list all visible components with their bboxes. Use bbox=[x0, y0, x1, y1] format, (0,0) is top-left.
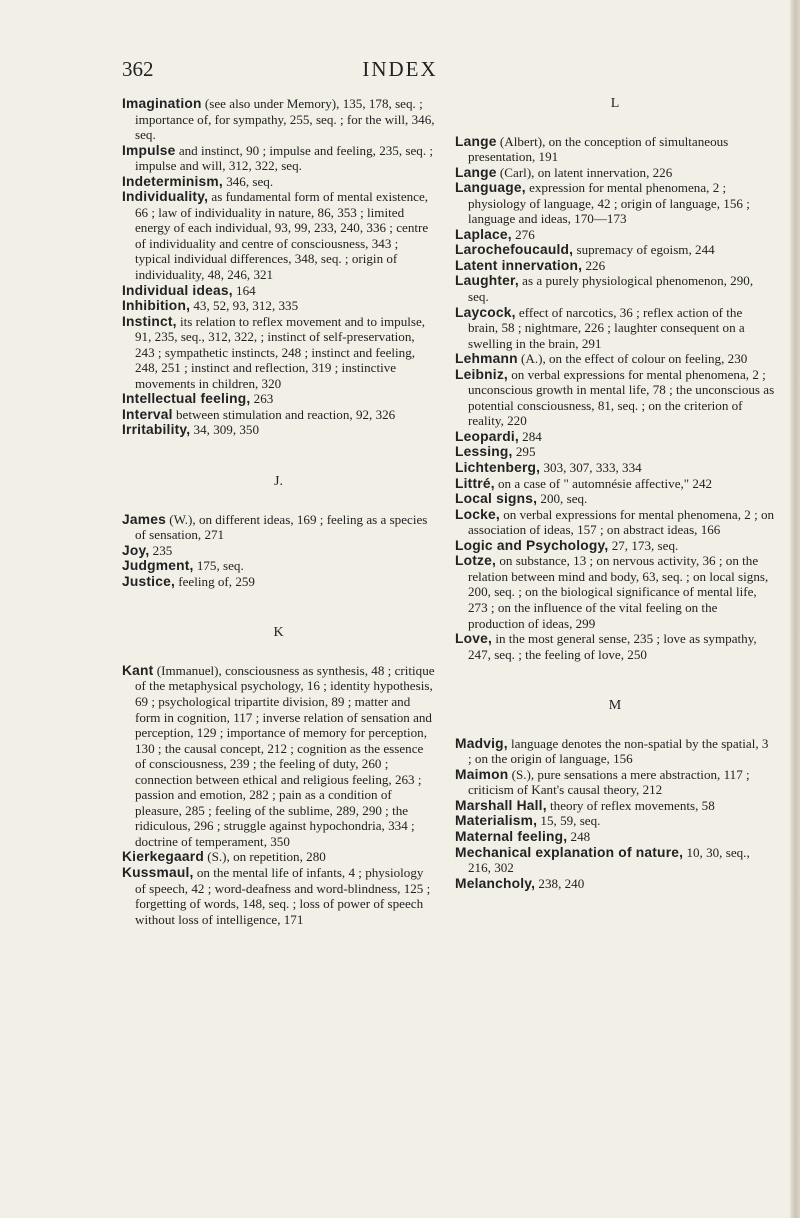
index-term: Irritability, bbox=[122, 422, 191, 438]
section-letter: K bbox=[273, 625, 284, 641]
index-entry bbox=[455, 829, 775, 845]
index-term: Lehmann bbox=[455, 351, 518, 367]
index-entry bbox=[122, 543, 435, 559]
index-references: (Albert), on the conception of simultaneous presentation, 191 bbox=[468, 133, 729, 165]
index-entry bbox=[455, 180, 775, 227]
index-references: 10, 30, seq., 216, 302 bbox=[468, 844, 750, 876]
index-column-left bbox=[122, 96, 435, 927]
index-references: expression for mental phenomena, 2 ; physiology of language, 42 ; origin of language, 156 ; language and ideas, 170—173 bbox=[468, 180, 750, 227]
index-term: Lange bbox=[455, 164, 497, 180]
index-entry bbox=[122, 663, 435, 850]
index-references: (see also under Memory), 135, 178, seq. ; importance of, for sympathy, 255, seq. ; for the will, 346, seq. bbox=[135, 96, 435, 143]
index-term: Laughter, bbox=[455, 273, 519, 289]
index-references: 248 bbox=[567, 828, 591, 844]
index-entry bbox=[455, 507, 775, 538]
page-title: INDEX bbox=[362, 57, 438, 81]
index-term: Inhibition, bbox=[122, 298, 191, 314]
index-entry bbox=[455, 538, 775, 554]
index-term: Logic and Psychology, bbox=[455, 537, 609, 553]
index-term: Imagination bbox=[122, 96, 202, 111]
index-references: on substance, 13 ; on nervous activity, 36 ; on the relation between mind and body, 63, seq. ; on local signs, 200, seq. ; on the biological significance of mental life, 273 ; on the influence of the vital feeling on the production of ideas, 299 bbox=[468, 553, 769, 631]
index-references: (Carl), on latent innervation, 226 bbox=[496, 164, 673, 180]
index-entry bbox=[455, 227, 775, 243]
index-references: on verbal expressions for mental phenomena, 2 ; unconscious growth in mental life, 78 ; the unconscious as potential consciousness, 81, seq. ; on the criterion of reality, 220 bbox=[468, 366, 775, 429]
index-term: Latent innervation, bbox=[455, 257, 583, 273]
index-references: 235 bbox=[149, 542, 173, 558]
index-references: 43, 52, 93, 312, 335 bbox=[190, 298, 299, 314]
index-term: Lessing, bbox=[455, 444, 513, 460]
index-term: Lange bbox=[455, 133, 497, 149]
index-entry bbox=[455, 736, 775, 767]
index-entry bbox=[455, 491, 775, 507]
index-entry bbox=[455, 460, 775, 476]
index-entry bbox=[455, 813, 775, 829]
index-entry bbox=[122, 314, 435, 392]
index-entry bbox=[122, 189, 435, 282]
index-references: (S.), on repetition, 280 bbox=[203, 849, 326, 865]
index-entry bbox=[455, 429, 775, 445]
index-term: Lichtenberg, bbox=[455, 460, 541, 476]
index-references: on a case of " automnésie affective," 242 bbox=[494, 475, 713, 491]
index-references: 15, 59, seq. bbox=[537, 813, 601, 829]
index-column-right bbox=[455, 96, 775, 891]
index-entry bbox=[122, 298, 435, 314]
index-entry bbox=[122, 558, 435, 574]
index-term: Melancholy, bbox=[455, 875, 536, 891]
index-references: theory of reflex movements, 58 bbox=[546, 797, 715, 813]
index-references: and instinct, 90 ; impulse and feeling, 235, seq. ; impulse and will, 312, 322, seq. bbox=[135, 142, 434, 174]
index-term: James bbox=[122, 511, 166, 527]
index-references: as a purely physiological phenomenon, 290, seq. bbox=[468, 273, 754, 305]
index-entry bbox=[455, 305, 775, 352]
index-entry bbox=[455, 351, 775, 367]
index-references: 284 bbox=[518, 428, 542, 444]
index-references: 238, 240 bbox=[535, 875, 585, 891]
index-term: Kussmaul, bbox=[122, 864, 194, 880]
index-entry bbox=[455, 367, 775, 429]
index-term: Larochefoucauld, bbox=[455, 242, 574, 258]
section-letter: J. bbox=[274, 474, 283, 490]
index-references: its relation to reflex movement and to impulse, 91, 235, seq., 312, 322, ; instinct of self-preservation, 243 ; sympathetic instincts, 248 ; instinct and feeling, 248, 251 ; instinct and reflection, 319 ; instinctive movements in children, 320 bbox=[135, 313, 426, 391]
index-term: Leopardi, bbox=[455, 428, 519, 444]
index-term: Locke, bbox=[455, 506, 500, 522]
index-term: Justice, bbox=[122, 573, 175, 589]
index-term: Local signs, bbox=[455, 491, 538, 507]
index-entry bbox=[455, 845, 775, 876]
index-entry bbox=[122, 143, 435, 174]
page-edge bbox=[790, 0, 800, 1218]
index-references: 295 bbox=[512, 444, 536, 460]
index-term: Materialism, bbox=[455, 813, 538, 829]
index-entry bbox=[455, 134, 775, 165]
index-term: Maternal feeling, bbox=[455, 828, 568, 844]
index-references: between stimulation and reaction, 92, 326 bbox=[172, 406, 396, 422]
index-term: Laycock, bbox=[455, 304, 516, 320]
index-entry bbox=[122, 422, 435, 438]
index-term: Leibniz, bbox=[455, 366, 508, 382]
index-entry bbox=[455, 258, 775, 274]
index-references: (Immanuel), consciousness as synthesis, 48 ; critique of the metaphysical psychology, 16 ; identity hypothesis, 69 ; psychological tripartite division, 89 ; matter and form in cognition, 117 ; inverse relation of sensation and perception, 129 ; importance of memory for perception, 130 ; the causal concept, 212 ; cognition as the essence of consciousness, 239 ; the feeling of duty, 260 ; connection between ethical and religious feeling, 263 ; passion and emotion, 282 ; pain as a condition of pleasure, 285 ; feeling of the sublime, 289, 290 ; the ridiculous, 296 ; struggle against hypochondria, 334 ; doctrine of temperament, 350 bbox=[135, 662, 435, 849]
index-entry bbox=[455, 631, 775, 662]
index-term: Instinct, bbox=[122, 313, 177, 329]
index-entry bbox=[122, 849, 435, 865]
index-references: (A.), on the effect of colour on feeling, 230 bbox=[517, 351, 748, 367]
index-references: 200, seq. bbox=[537, 491, 588, 507]
index-entry bbox=[122, 283, 435, 299]
index-term: Laplace, bbox=[455, 226, 512, 242]
index-references: 346, seq. bbox=[222, 173, 274, 189]
index-references: as fundamental form of mental existence, 66 ; law of individuality in nature, 86, 353 ; limited energy of each individual, 93, 99, 233, 240, 336 ; centre of individuality and centre of consciousness, 343 ; typical individual differences, 348, seq. ; origin of individuality, 48, 246, 321 bbox=[135, 189, 429, 283]
index-references: 34, 309, 350 bbox=[190, 422, 260, 438]
index-term: Individuality, bbox=[122, 189, 209, 205]
index-entry bbox=[122, 865, 435, 927]
index-references: 303, 307, 333, 334 bbox=[540, 460, 642, 476]
index-references: 27, 173, seq. bbox=[608, 537, 679, 553]
index-term: Madvig, bbox=[455, 735, 508, 751]
page-number: 362 bbox=[122, 57, 154, 81]
index-term: Judgment, bbox=[122, 558, 194, 574]
index-term: Joy, bbox=[122, 542, 150, 558]
index-term: Interval bbox=[122, 406, 173, 422]
index-references: (W.), on different ideas, 169 ; feeling as a species of sensation, 271 bbox=[135, 511, 428, 543]
index-term: Intellectual feeling, bbox=[122, 391, 251, 407]
index-entry bbox=[455, 242, 775, 258]
index-entry bbox=[455, 444, 775, 460]
index-term: Maimon bbox=[455, 766, 509, 782]
index-entry bbox=[455, 553, 775, 631]
index-term: Individual ideas, bbox=[122, 282, 233, 298]
index-references: 175, seq. bbox=[193, 558, 244, 574]
index-entry bbox=[455, 165, 775, 181]
index-references: 164 bbox=[232, 282, 256, 298]
index-entry bbox=[122, 391, 435, 407]
index-entry bbox=[455, 876, 775, 892]
index-term: Littré, bbox=[455, 475, 495, 491]
index-entry bbox=[122, 574, 435, 590]
index-references: (S.), pure sensations a mere abstraction, 117 ; criticism of Kant's causal theory, 212 bbox=[468, 766, 750, 798]
index-references: 263 bbox=[250, 391, 274, 407]
index-term: Lotze, bbox=[455, 553, 497, 569]
index-term: Kierkegaard bbox=[122, 849, 204, 865]
index-term: Indeterminism, bbox=[122, 173, 223, 189]
index-references: 276 bbox=[511, 226, 535, 242]
index-term: Marshall Hall, bbox=[455, 797, 547, 813]
index-references: language denotes the non-spatial by the spatial, 3 ; on the origin of language, 156 bbox=[468, 735, 769, 767]
index-entry bbox=[455, 798, 775, 814]
index-term: Impulse bbox=[122, 142, 176, 158]
index-references: effect of narcotics, 36 ; reflex action of the brain, 58 ; nightmare, 226 ; laughter consequent on a swelling in the brain, 291 bbox=[468, 304, 745, 351]
index-term: Love, bbox=[455, 631, 493, 647]
index-references: in the most general sense, 235 ; love as sympathy, 247, seq. ; the feeling of love, 250 bbox=[468, 631, 757, 662]
index-entry bbox=[455, 476, 775, 492]
index-references: on verbal expressions for mental phenomena, 2 ; on association of ideas, 157 ; on abstract ideas, 166 bbox=[468, 506, 775, 538]
index-references: 226 bbox=[582, 257, 606, 273]
index-entry bbox=[455, 767, 775, 798]
index-entry bbox=[122, 96, 435, 143]
index-references: supremacy of egoism, 244 bbox=[573, 242, 715, 258]
index-term: Kant bbox=[122, 662, 154, 678]
index-entry bbox=[122, 407, 435, 423]
index-term: Mechanical explanation of nature, bbox=[455, 844, 684, 860]
index-references: on the mental life of infants, 4 ; physiology of speech, 42 ; word-deafness and word-blindness, 125 ; forgetting of words, 148, seq. ; loss of power of speech without loss of intelligence, 171 bbox=[135, 864, 431, 927]
page-header bbox=[0, 57, 800, 87]
index-entry bbox=[122, 512, 435, 543]
index-entry bbox=[455, 273, 775, 304]
index-entry bbox=[122, 174, 435, 190]
index-term: Language, bbox=[455, 180, 526, 196]
index-references: feeling of, 259 bbox=[174, 573, 255, 589]
section-letter: M bbox=[608, 698, 622, 714]
section-letter: L bbox=[610, 96, 620, 111]
